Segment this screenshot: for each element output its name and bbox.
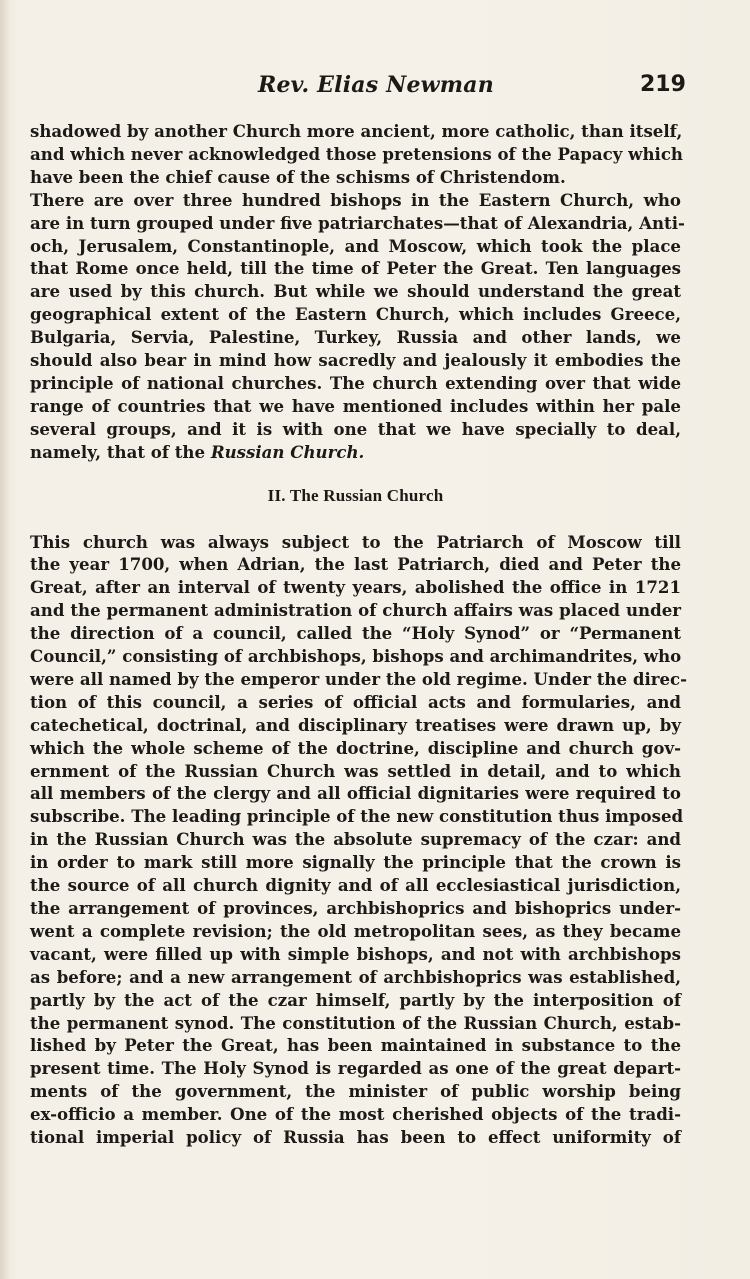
text-line: the year 1700, when Adrian, the last Patriarch, died and Peter the [30,554,681,575]
paragraph-1 [30,120,681,189]
text-line: ex-officio a member. One of the most cherished objects of the tradi- [30,1104,681,1125]
text-line: are in turn grouped under five patriarchates—that of Alexandria, Anti- [30,212,685,233]
text-line: should also bear in mind how sacredly and jealously it embodies the [30,350,681,371]
running-head: Rev. Elias Newman [258,72,494,98]
text-line: Council,” consisting of archbishops, bishops and archimandrites, who [30,646,682,667]
text-line: several groups, and it is with one that we have specially to deal, [30,418,681,439]
text-line: range of countries that we have mentioned includes within her pale [30,395,681,416]
italic-phrase: Russian Church. [210,441,365,462]
text-line: principle of national churches. The church extending over that wide [30,372,681,393]
text-line: in the Russian Church was the absolute supremacy of the czar: and [30,829,681,850]
page-number: 219 [640,72,686,97]
text-line: the permanent synod. The constitution of the Russian Church, estab- [30,1012,681,1033]
text-line: vacant, were filled up with simple bishops, and not with archbishops [30,943,681,964]
text-line: partly by the act of the czar himself, partly by the interposition of [30,989,681,1010]
binding-shadow [0,0,10,1279]
text-line: lished by Peter the Great, has been maintained in substance to the [30,1035,681,1056]
text-line: were all named by the emperor under the old regime. Under the direc- [30,668,688,689]
text-line: and the permanent administration of church affairs was placed under [30,600,681,621]
text-line: Bulgaria, Servia, Palestine, Turkey, Russia and other lands, we [30,327,681,348]
page-body [30,120,688,1149]
text-line: subscribe. The leading principle of the new constitution thus imposed [30,806,684,827]
text-line: the arrangement of provinces, archbishoprics and bishoprics under- [30,898,681,918]
text-line: are used by this church. But while we should understand the great [30,281,681,302]
paragraph-3 [30,531,688,1149]
text-line: that Rome once held, till the time of Peter the Great. Ten languages [30,258,681,279]
text-line: the source of all church dignity and of all ecclesiastical jurisdiction, [30,875,681,896]
page-header [0,72,750,106]
paragraph-2 [30,189,685,464]
text-line: went a complete revision; the old metropolitan sees, as they became [30,920,681,941]
text-line: the direction of a council, called the “Holy Synod” or “Permanent [30,623,681,644]
text-line: There are over three hundred bishops in the Eastern Church, who [30,189,681,210]
text-line [30,441,681,464]
text-line: present time. The Holy Synod is regarded as one of the great depart- [30,1058,681,1079]
text-line: and which never acknowledged those pretensions of the Papacy which [30,143,683,164]
text-line: as before; and a new arrangement of archbishoprics was established, [30,966,681,987]
text-line: in order to mark still more signally the principle that the crown is [30,852,681,873]
text-line: och, Jerusalem, Constantinople, and Moscow, which took the place [30,235,681,256]
section-heading: II. The Russian Church [267,485,444,505]
text-line: This church was always subject to the Patriarch of Moscow till [30,531,681,552]
text-line: have been the chief cause of the schisms of Christendom. [30,166,566,187]
text-line-prefix: namely, that of the [30,441,211,462]
text-line: tional imperial policy of Russia has been to effect uniformity of [30,1127,681,1148]
text-line: geographical extent of the Eastern Church, which includes Greece, [30,304,681,325]
text-line: tion of this council, a series of official acts and formularies, and [30,691,681,712]
text-line: catechetical, doctrinal, and disciplinary treatises were drawn up, by [30,714,681,735]
text-line: ernment of the Russian Church was settled in detail, and to which [30,760,681,781]
text-line: shadowed by another Church more ancient, more catholic, than itself, [30,121,683,141]
text-line: which the whole scheme of the doctrine, discipline and church gov- [30,737,681,758]
text-line: Great, after an interval of twenty years, abolished the office in 1721 [30,577,681,598]
text-line: ments of the government, the minister of public worship being [30,1081,681,1102]
text-line: all members of the clergy and all official dignitaries were required to [30,783,681,804]
